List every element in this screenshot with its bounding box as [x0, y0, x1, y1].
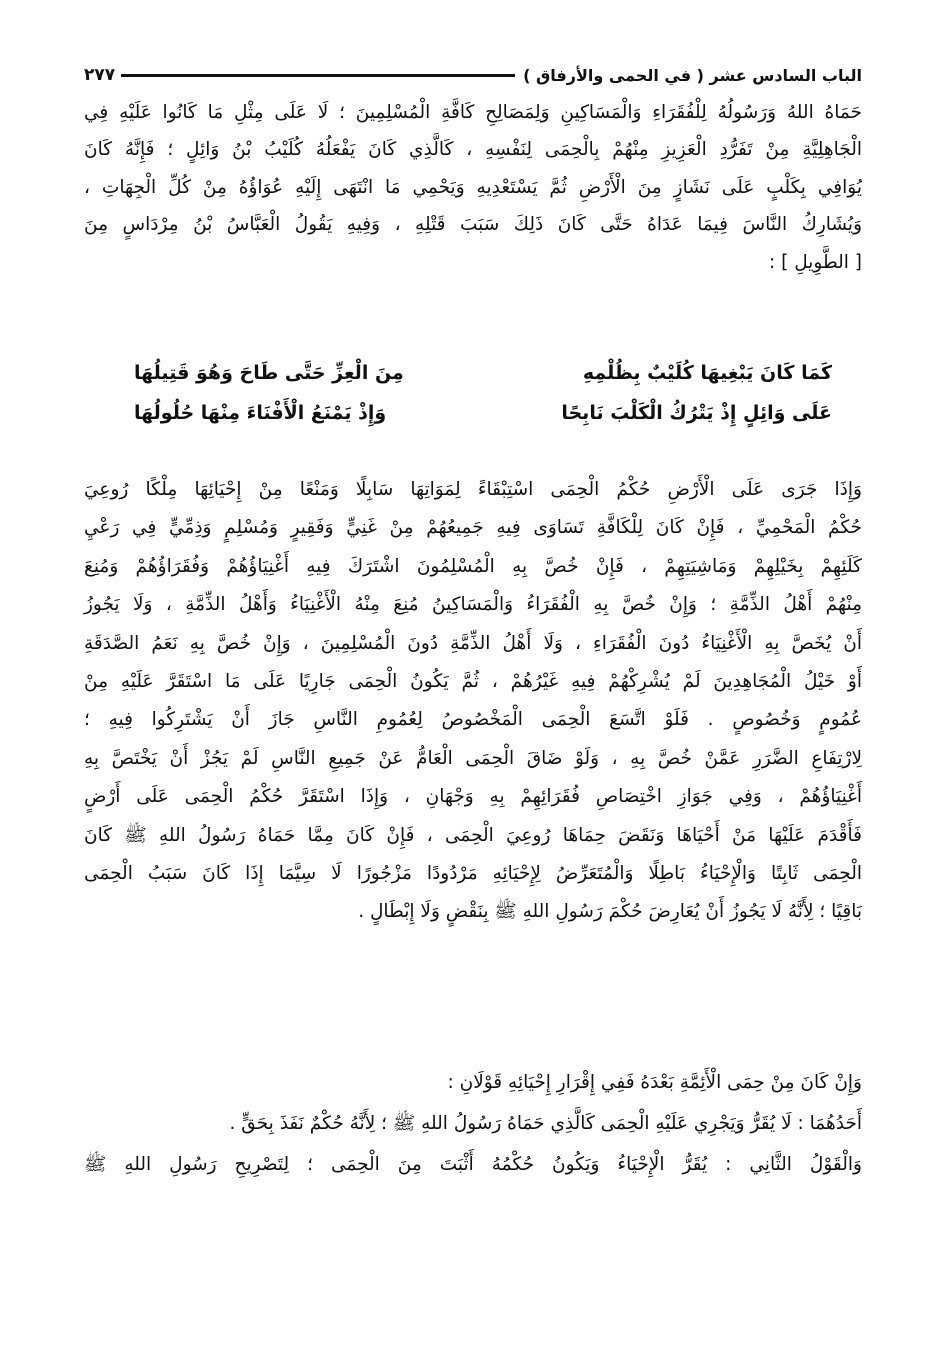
verse-line — [84, 353, 862, 393]
paragraph-2 — [84, 471, 862, 932]
text-line: [ الطَّوِيلِ ] : — [769, 251, 862, 273]
running-header — [84, 62, 862, 88]
text-line: وَيُشَارِكُ النَّاسَ فِيمَا عَدَاهُ حَتَّى كَانَ ذَلِكَ سَبَبَ قَتْلِهِ ، وَفِيهِ يَقُولُ الْعَبَّاسُ بْنُ مِرْدَاسٍ مِنَ — [84, 214, 862, 236]
text-line: أَحَدُهُمَا : لَا يُقَرُّ وَيَجْرِي عَلَيْهِ الْحِمَى كَالَّذِي حَمَاهُ رَسُولُ اللهِ ﷺ ؛ لِأَنَّهُ حُكْمٌ نَفَذَ بِحَقٍّ . — [229, 1113, 862, 1134]
page-number: ٢٧٧ — [84, 65, 116, 85]
text-line: مِنْهُمْ أَهْلُ الذِّمَّةِ ؛ وَإِنْ خُصَّ بِهِ الْفُقَرَاءُ وَالْمَسَاكِينُ مُنِعَ مِنْهُ الْأَغْنِيَاءُ وَأَهْلُ الذِّمَّةِ ، وَلَا يَجُوزُ — [84, 594, 862, 616]
text-line: عُمُومٍ وَخُصُوصٍ . فَلَوْ اتَّسَعَ الْحِمَى الْمَخْصُوصُ لِعُمُومِ النَّاسِ جَازَ أَنْ يَشْتَرِكُوا فِيهِ ؛ — [84, 709, 862, 731]
text-line: بَاقِيًا ؛ لِأَنَّهُ لَا يَجُوزُ أَنْ يُعَارِضَ حُكْمَ رَسُولِ اللهِ ﷺ بِنَقْضٍ وَلَا إِبْطَالٍ . — [358, 901, 862, 923]
text-line: حَمَاهُ اللهُ وَرَسُولُهُ لِلْفُقَرَاءِ وَالْمَسَاكِينِ وَلِمَصَالِحِ كَافَّةِ الْمُسْلِمِينَ ؛ لَا عَلَى مِثْلِ مَا كَانُوا عَلَيْهِ فِي — [84, 102, 862, 123]
text-line: كَلَئِهِمْ بِخَيْلِهِمْ وَمَاشِيَتِهِمْ ، فَإِنْ خُصَّ بِهِ الْمُسْلِمُونَ اشْتَرَكَ فِيهِ أَغْنِيَاؤُهُمْ وَفُقَرَاؤُهُمْ وَمُنِعَ — [84, 555, 862, 577]
header-rule — [121, 74, 515, 77]
verse-second-hemistich: وَإِذْ يَمْنَعُ الْأَفْنَاءَ مِنْهَا حُلُولُهَا — [134, 402, 387, 424]
text-line: أَنْ يُخَصَّ بِهِ الْأَغْنِيَاءُ دُونَ الْفُقَرَاءِ ، وَلَا أَهْلُ الذِّمَّةِ دُونَ الْمُسْلِمِينَ ، وَإِنْ خُصَّ بِهِ نَعَمُ الصَّدَقَةِ — [84, 632, 862, 654]
text-line: وَالْقَوْلُ الثَّانِي : يُقَرُّ الْإِحْيَاءُ وَيَكُونُ حُكْمُهُ أَثْبَتَ مِنَ الْحِمَى ؛ لِتَصْرِيحِ رَسُولِ اللهِ ﷺ — [84, 1154, 862, 1175]
text-line: لِارْتِفَاعِ الضَّرَرِ عَمَّنْ خُصَّ بِهِ ، وَلَوْ ضَاقَ الْحِمَى الْعَامُّ عَنْ جَمِيعِ النَّاسِ لَمْ يَجُزْ أَنْ يَخْتَصَّ بِهِ — [84, 747, 862, 769]
text-line: حُكْمُ الْمَحْمِيِّ ، فَإِنْ كَانَ لِلْكَافَّةِ تَسَاوَى فِيهِ جَمِيعُهُمْ مِنْ غَنِيٍّ وَفَقِيرٍ وَمُسْلِمٍ وَذِمِّيٍّ فِي رَعْيِ — [84, 517, 862, 539]
text-line: أَوْ خَيْلُ الْمُجَاهِدِينَ لَمْ يُشْرِكْهُمْ فِيهِ غَيْرُهُمْ ، ثُمَّ يَكُونُ الْحِمَى جَارِيًا عَلَى مَا اسْتَقَرَّ عَلَيْهِ مِنْ — [84, 670, 862, 692]
text-line: وَإِنْ كَانَ مِنْ حِمَى الْأَئِمَّةِ بَعْدَهُ فَفِي إِقْرَارِ إِحْيَائِهِ قَوْلَانِ : — [447, 1072, 862, 1093]
paragraph-1 — [84, 94, 862, 281]
text-line: الْحِمَى ثَابِتًا وَالْإِحْيَاءُ بَاطِلًا وَالْمُتَعَرِّضُ لِإِحْيَائِهِ مَرْدُودًا مَزْجُورًا لَا سِيَّمَا إِذَا كَانَ سَبَبُ الْحِمَى — [84, 862, 862, 884]
text-line: فَأَقْدَمَ عَلَيْهَا مَنْ أَحْيَاهَا وَنَقَضَ حِمَاهَا رُوعِيَ الْحِمَى ، فَإِنْ كَانَ مِمَّا حَمَاهُ رَسُولُ اللهِ ﷺ كَانَ — [84, 824, 862, 846]
verse-first-hemistich: عَلَى وَائِلٍ إِذْ يَتْرُكُ الْكَلْبَ نَابِحًا — [561, 402, 832, 424]
verse-first-hemistich: كَمَا كَانَ يَبْغِيهَا كُلَيْبٌ بِظُلْمِهِ — [582, 362, 832, 384]
text-line: أَغْنِيَاؤُهُمْ ، وَفِي جَوَازِ اخْتِصَاصِ فُقَرَائِهِمْ بِهِ وَجْهَانِ ، وَإِذَا اسْتَقَرَّ حُكْمُ الْحِمَى عَلَى أَرْضٍ — [84, 786, 862, 808]
poem-verses — [84, 353, 862, 433]
text-line: يُوَافِي بِكَلْبٍ عَلَى نَشَازٍ مِنَ الْأَرْضِ ثُمَّ يَسْتَعْدِيهِ وَيَحْمِي مَا انْتَهَى إِلَيْهِ عُوَاؤُهُ مِنْ كُلِّ الْجِهَاتِ ، — [84, 176, 862, 198]
text-line: الْجَاهِلِيَّةِ مِنْ تَفَرُّدِ الْعَزِيزِ مِنْهُمْ بِالْحِمَى لِنَفْسِهِ ، كَالَّذِي كَانَ يَفْعَلُهُ كُلَيْبُ بْنُ وَائِلٍ ؛ فَإِنَّهُ كَانَ — [84, 139, 862, 161]
text-line: وَإِذَا جَرَى عَلَى الْأَرْضِ حُكْمُ الْحِمَى اسْتِبْقَاءً لِمَوَاتِهَا سَابِلًا وَمَنْعًا مِنْ إِحْيَائِهَا مِلْكًا رُوعِيَ — [84, 479, 862, 500]
verse-line — [84, 393, 862, 433]
paragraph-3 — [84, 1062, 862, 1185]
running-title: الباب السادس عشر ( في الحمى والأرفاق ) — [523, 65, 862, 85]
verse-second-hemistich: مِنَ الْعِزِّ حَتَّى طَاحَ وَهُوَ قَتِيلُهَا — [134, 362, 404, 384]
